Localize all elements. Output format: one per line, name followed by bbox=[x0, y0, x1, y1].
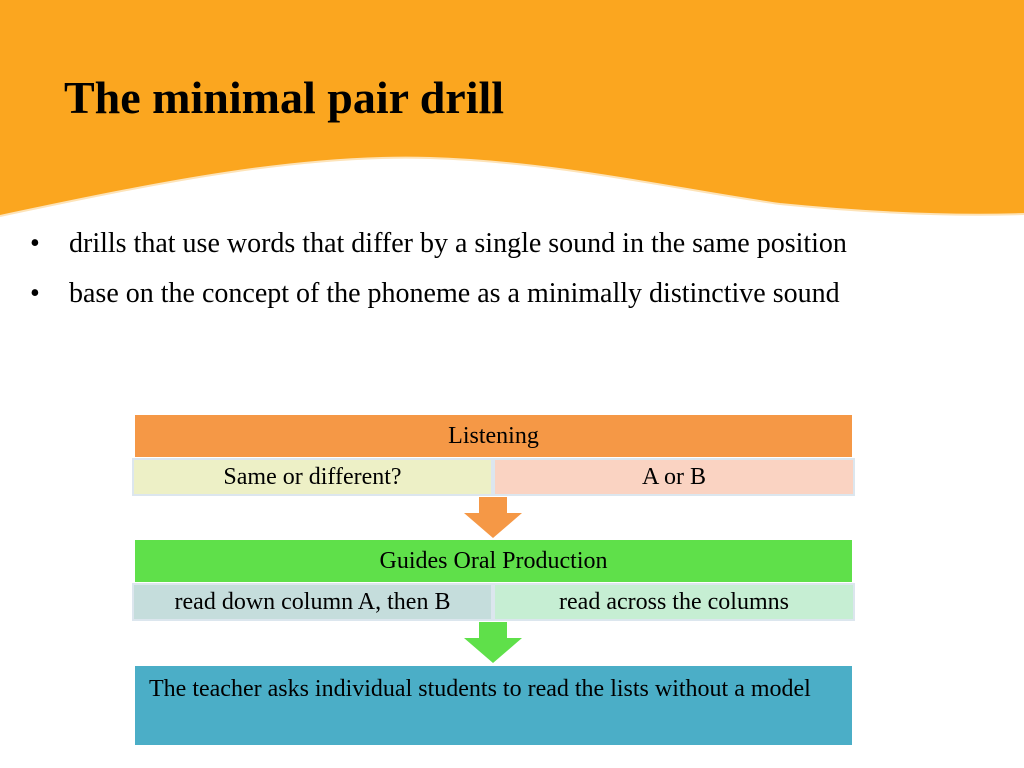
a-or-b-label: A or B bbox=[641, 463, 706, 490]
bullet-text: base on the concept of the phoneme as a minimally distinctive sound bbox=[69, 278, 840, 309]
oral-production-label: Guides Oral Production bbox=[379, 547, 608, 574]
read-down-cell bbox=[132, 583, 493, 621]
listening-label: Listening bbox=[448, 422, 539, 449]
bullet-dot-icon: • bbox=[30, 228, 40, 259]
bullet-item bbox=[30, 224, 930, 264]
oral-production-heading bbox=[135, 540, 852, 582]
read-across-cell bbox=[493, 583, 855, 621]
read-across-label: read across the columns bbox=[559, 588, 789, 615]
bullet-list bbox=[30, 224, 930, 324]
slide-title: The minimal pair drill bbox=[64, 72, 505, 123]
down-arrow-icon bbox=[464, 622, 522, 664]
same-or-different-cell bbox=[132, 458, 493, 496]
bullet-text: drills that use words that differ by a single sound in the same position bbox=[69, 228, 847, 259]
teacher-step-box bbox=[135, 666, 852, 745]
listening-heading bbox=[135, 415, 852, 457]
bullet-item bbox=[30, 274, 930, 314]
read-down-label: read down column A, then B bbox=[174, 588, 451, 615]
down-arrow-icon bbox=[464, 497, 522, 539]
bullet-dot-icon: • bbox=[30, 278, 40, 309]
same-or-different-label: Same or different? bbox=[223, 463, 402, 490]
a-or-b-cell bbox=[493, 458, 855, 496]
teacher-step-text: The teacher asks individual students to read the lists without a model bbox=[149, 676, 811, 702]
